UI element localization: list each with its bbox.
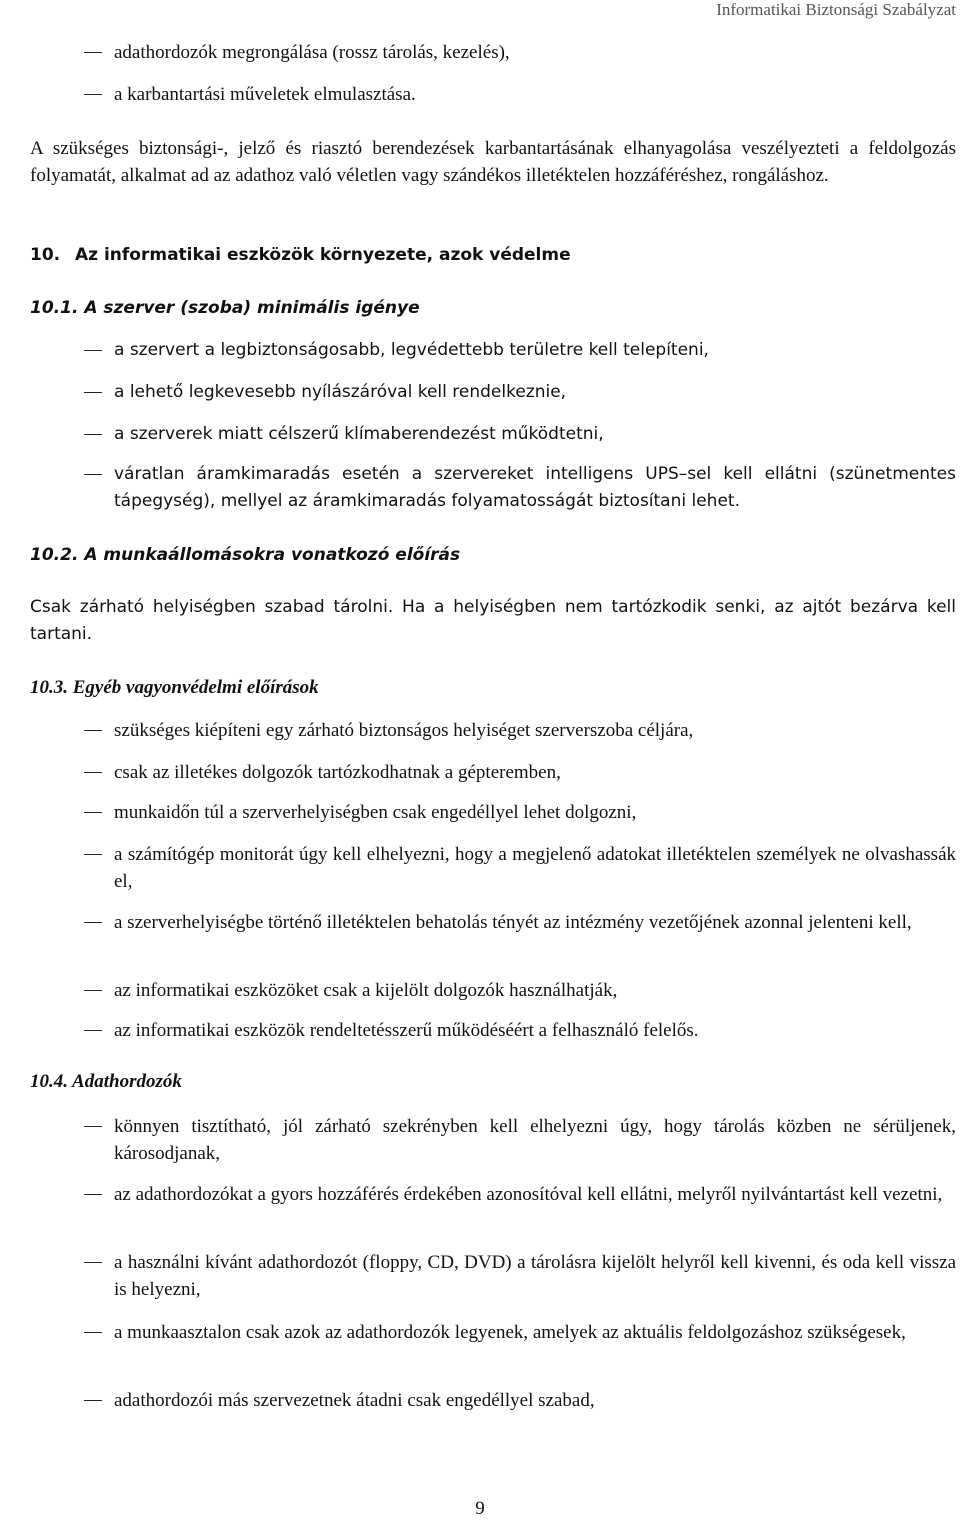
list-item — [84, 1249, 956, 1303]
list-item — [84, 379, 956, 406]
list-item — [84, 977, 956, 1004]
list-item — [84, 81, 944, 108]
list-item-text: adathordozói más szervezetnek átadni csak engedéllyel szabad, — [114, 1390, 595, 1411]
page-number: 9 — [475, 1498, 485, 1519]
list-item-text: adathordozók megrongálása (rossz tárolás, kezelés), — [114, 42, 510, 63]
dash-bullet-icon — [84, 1249, 114, 1303]
list-item — [84, 1113, 956, 1167]
dash-bullet-icon — [84, 1113, 114, 1167]
list-item-text: szükséges kiépíteni egy zárható biztonságos helyiséget szerverszoba céljára, — [114, 720, 694, 741]
list-item-text: az informatikai eszközök rendeltetésszerű működéséért a felhasználó felelős. — [114, 1020, 699, 1041]
list-item — [84, 841, 956, 895]
list-item-text: a szervert a legbiztonságosabb, legvédettebb területre kell telepíteni, — [114, 340, 709, 360]
list-item-text: munkaidőn túl a szerverhelyiségben csak engedéllyel lehet dolgozni, — [114, 802, 637, 823]
running-header: Informatikai Biztonsági Szabályzat — [716, 0, 956, 19]
list-item — [84, 717, 956, 744]
list-item — [84, 759, 956, 786]
list-item-text: a szerverhelyiségbe történő illetéktelen behatolás tényét az intézmény vezetőjének azonnal jelenteni kell, — [114, 912, 912, 933]
list-item-text: a használni kívánt adathordozót (floppy, CD, DVD) a tárolásra kijelölt helyről kell kivenni, és oda kell vissza is helyezni, — [114, 1252, 956, 1300]
dash-bullet-icon — [84, 759, 114, 786]
list-item — [84, 1017, 956, 1044]
dash-bullet-icon — [84, 337, 114, 364]
subsection-heading: 10.3. Egyéb vagyonvédelmi előírások — [30, 677, 319, 698]
list-item-text: könnyen tisztítható, jól zárható szekrényben kell elhelyezni úgy, hogy tárolás közben ne sérüljenek, károsodjanak, — [114, 1116, 956, 1164]
subsection-heading: 10.4. Adathordozók — [30, 1071, 182, 1092]
list-item-text: a munkaasztalon csak azok az adathordozók legyenek, amelyek az aktuális feldolgozáshoz szükségesek, — [114, 1322, 906, 1343]
list-item-text: az informatikai eszközöket csak a kijelölt dolgozók használhatják, — [114, 980, 618, 1001]
list-item-text: az adathordozókat a gyors hozzáférés érdekében azonosítóval kell ellátni, melyről nyilvántartást kell vezetni, — [114, 1184, 943, 1205]
dash-bullet-icon — [84, 461, 114, 515]
dash-bullet-icon — [84, 977, 114, 1004]
dash-bullet-icon — [84, 1181, 114, 1208]
intro-paragraph: A szükséges biztonsági-, jelző és riasztó berendezések karbantartásának elhanyagolása veszélyezteti a feldolgozás folyamatát, alkalmat ad az adathoz való véletlen vagy szándékos illetéktelen hozzáféréshez, rongáláshoz. — [30, 138, 956, 186]
dash-bullet-icon — [84, 421, 114, 448]
list-item — [84, 337, 956, 364]
dash-bullet-icon — [84, 717, 114, 744]
paragraph: Csak zárható helyiségben szabad tárolni. Ha a helyiségben nem tartózkodik senki, az ajtót bezárva kell tartani. — [30, 597, 956, 644]
subsection-heading: 10.1. A szerver (szoba) minimális igénye — [30, 298, 420, 318]
dash-bullet-icon — [84, 81, 114, 108]
list-item-text: a szerverek miatt célszerű klímaberendezést működtetni, — [114, 424, 604, 444]
dash-bullet-icon — [84, 909, 114, 936]
dash-bullet-icon — [84, 379, 114, 406]
list-item — [84, 39, 944, 66]
dash-bullet-icon — [84, 39, 114, 66]
list-item — [84, 799, 956, 826]
list-item-text: a lehető legkevesebb nyílászáróval kell rendelkeznie, — [114, 382, 567, 402]
section-title: Az informatikai eszközök környezete, azok védelme — [75, 245, 571, 265]
list-item — [84, 461, 956, 515]
list-item-text: csak az illetékes dolgozók tartózkodhatnak a gépteremben, — [114, 762, 561, 783]
list-item — [84, 909, 956, 936]
list-item-text: váratlan áramkimaradás esetén a szervereket intelligens UPS–sel kell ellátni (szünetmentes tápegység), mellyel az áramkimaradás folyamatosságát biztosítani lehet. — [114, 464, 956, 511]
section-number: 10. — [30, 245, 61, 265]
list-item-text: a karbantartási műveletek elmulasztása. — [114, 84, 416, 105]
dash-bullet-icon — [84, 799, 114, 826]
dash-bullet-icon — [84, 1319, 114, 1346]
subsection-heading: 10.2. A munkaállomásokra vonatkozó előírás — [30, 545, 461, 565]
dash-bullet-icon — [84, 841, 114, 895]
list-item — [84, 1181, 956, 1208]
list-item-text: a számítógép monitorát úgy kell elhelyezni, hogy a megjelenő adatokat illetéktelen személyek ne olvashassák el, — [114, 844, 956, 892]
list-item — [84, 1319, 956, 1346]
dash-bullet-icon — [84, 1387, 114, 1414]
list-item — [84, 421, 956, 448]
list-item — [84, 1387, 956, 1414]
dash-bullet-icon — [84, 1017, 114, 1044]
